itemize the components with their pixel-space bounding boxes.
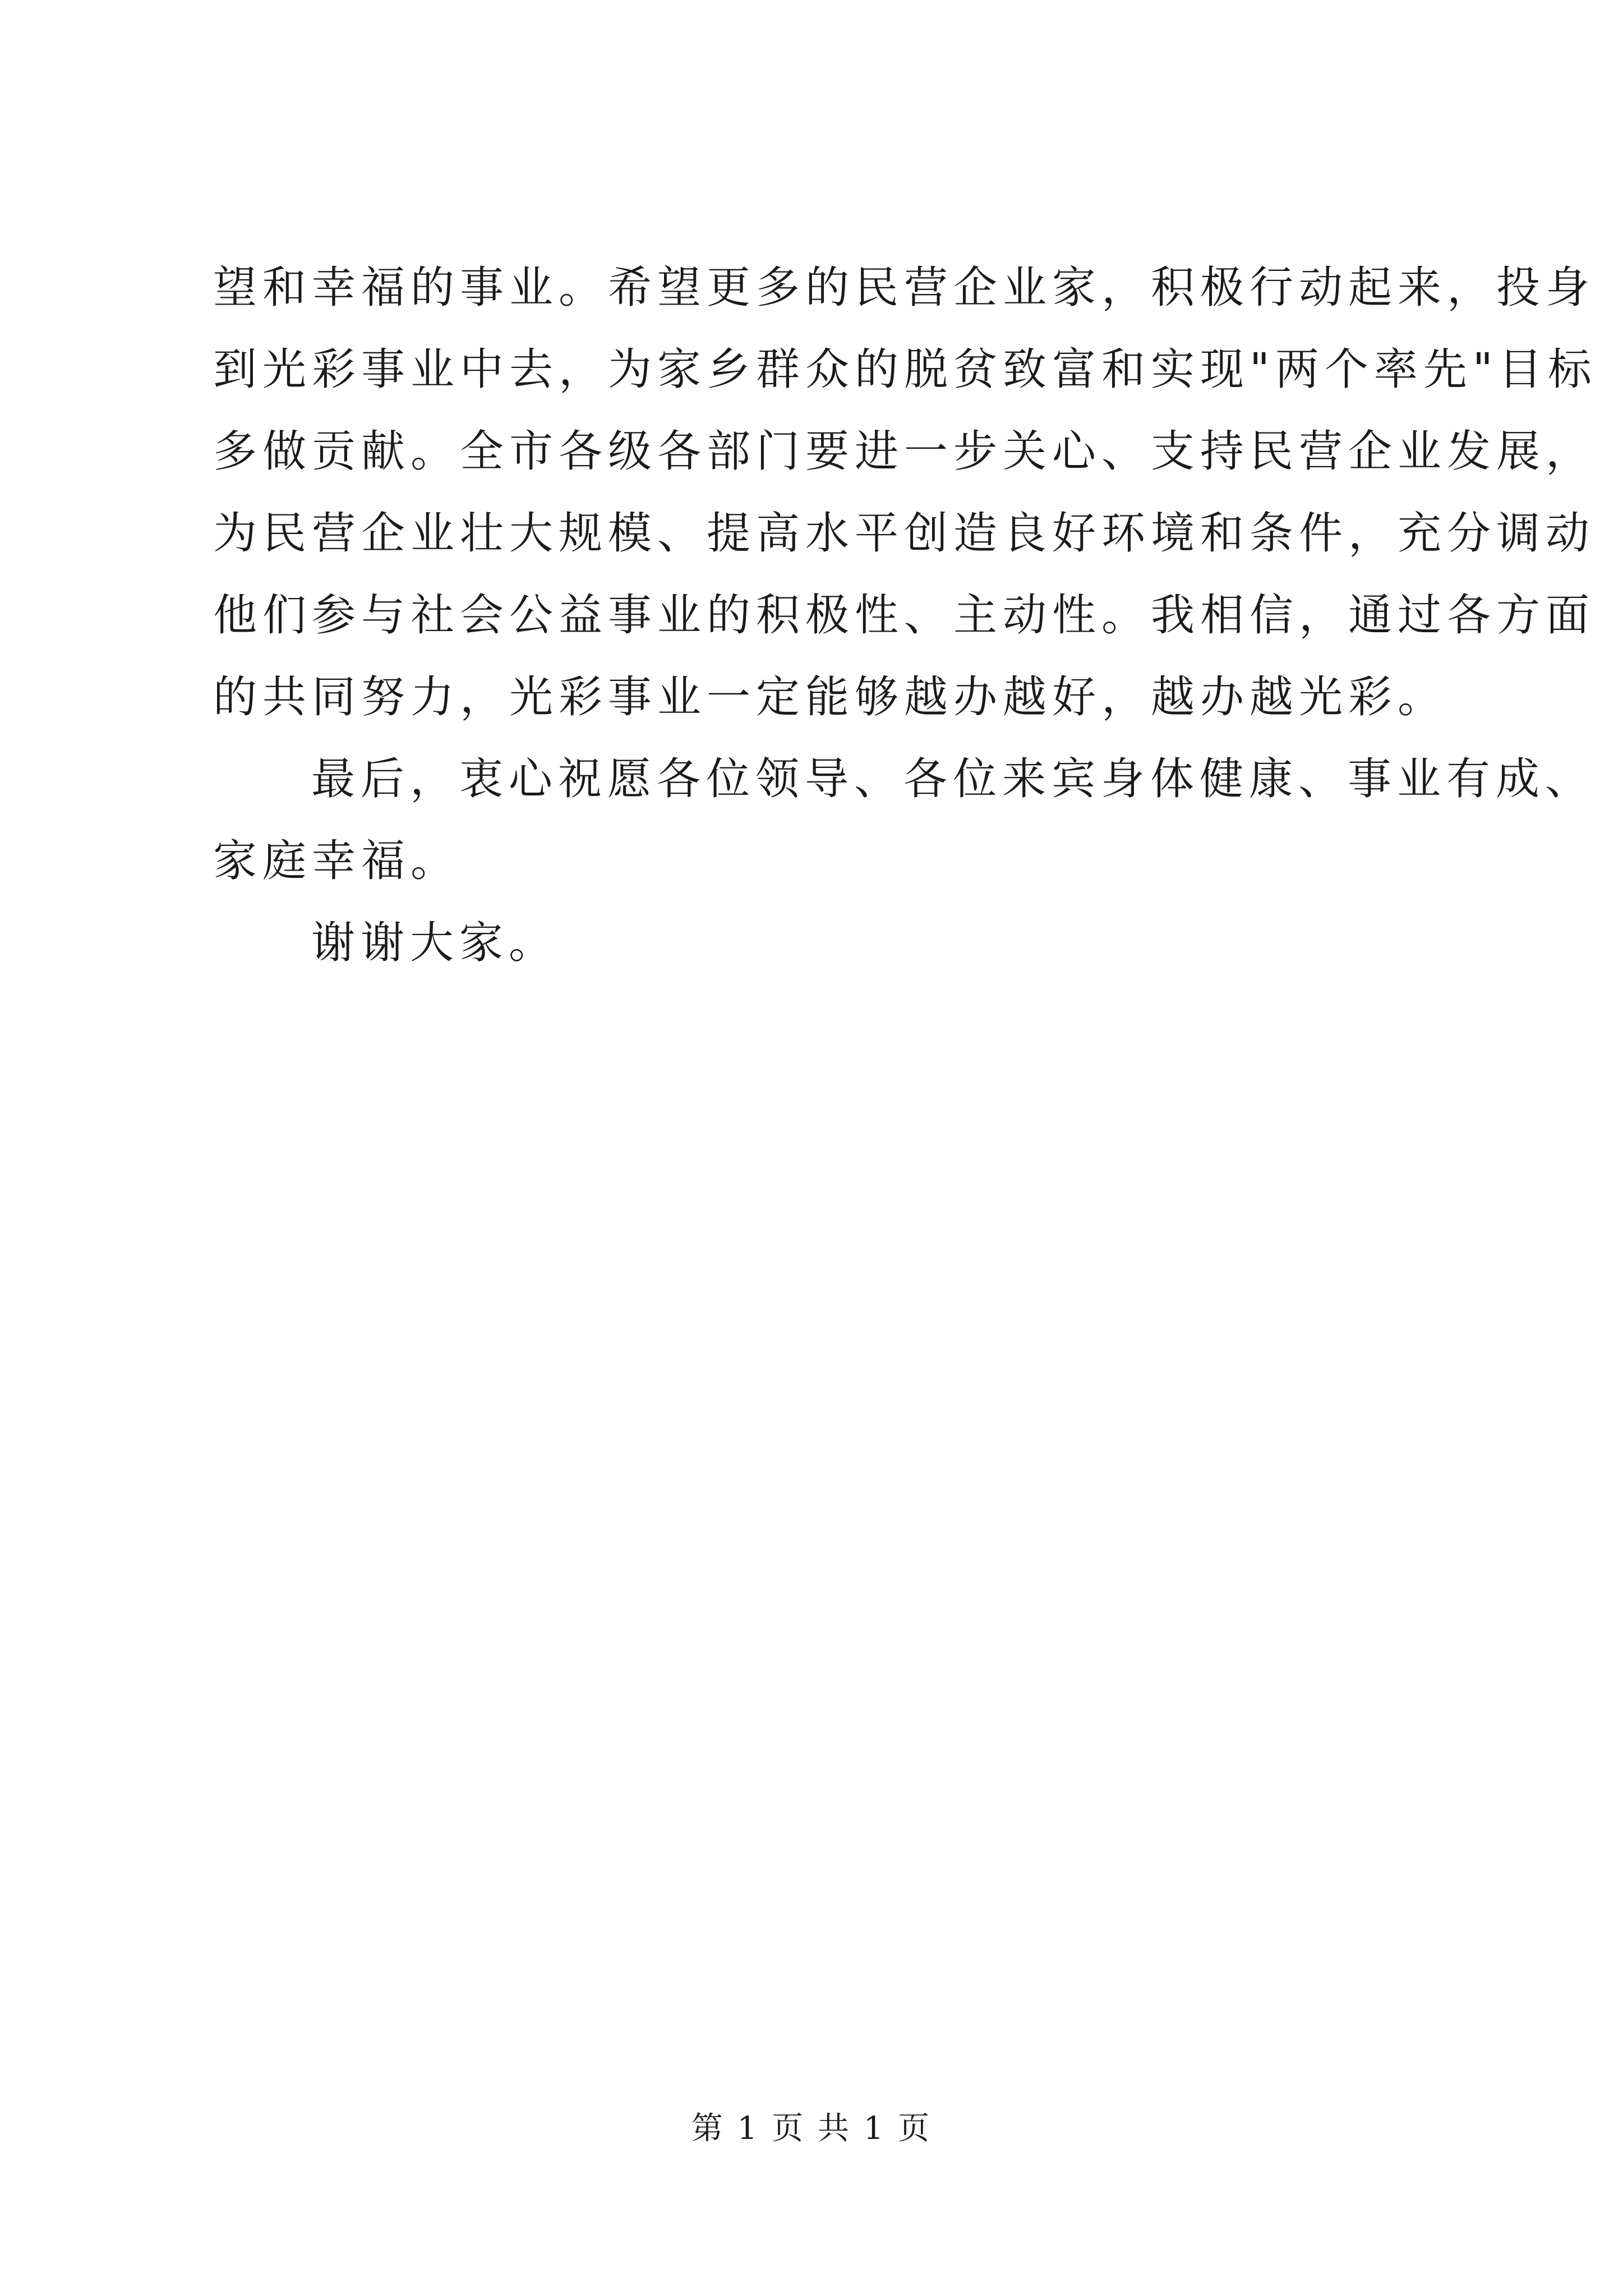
paragraph-thanks	[213, 902, 1464, 984]
text-line: 家庭幸福。	[213, 836, 460, 886]
text-line: 谢谢大家。	[311, 918, 559, 968]
text-line: 为民营企业壮大规模、提高水平创造良好环境和条件，充分调动	[213, 508, 1596, 559]
text-line: 多做贡献。全市各级各部门要进一步关心、支持民营企业发展，	[213, 426, 1596, 477]
text-line: 的共同努力，光彩事业一定能够越办越好，越办越光彩。	[213, 672, 1447, 723]
text-line: 最后，衷心祝愿各位领导、各位来宾身体健康、事业有成、	[311, 754, 1595, 804]
paragraph-closing-hope	[213, 247, 1597, 738]
page-number-footer: 第 1 页 共 1 页	[691, 2110, 932, 2147]
paragraph-wishes	[213, 738, 1595, 902]
document-body	[213, 247, 1597, 984]
text-line: 他们参与社会公益事业的积极性、主动性。我相信，通过各方面	[213, 590, 1596, 641]
text-line: 到光彩事业中去，为家乡群众的脱贫致富和实现"两个率先"目标	[213, 344, 1597, 395]
text-line: 望和幸福的事业。希望更多的民营企业家，积极行动起来，投身	[213, 263, 1596, 313]
